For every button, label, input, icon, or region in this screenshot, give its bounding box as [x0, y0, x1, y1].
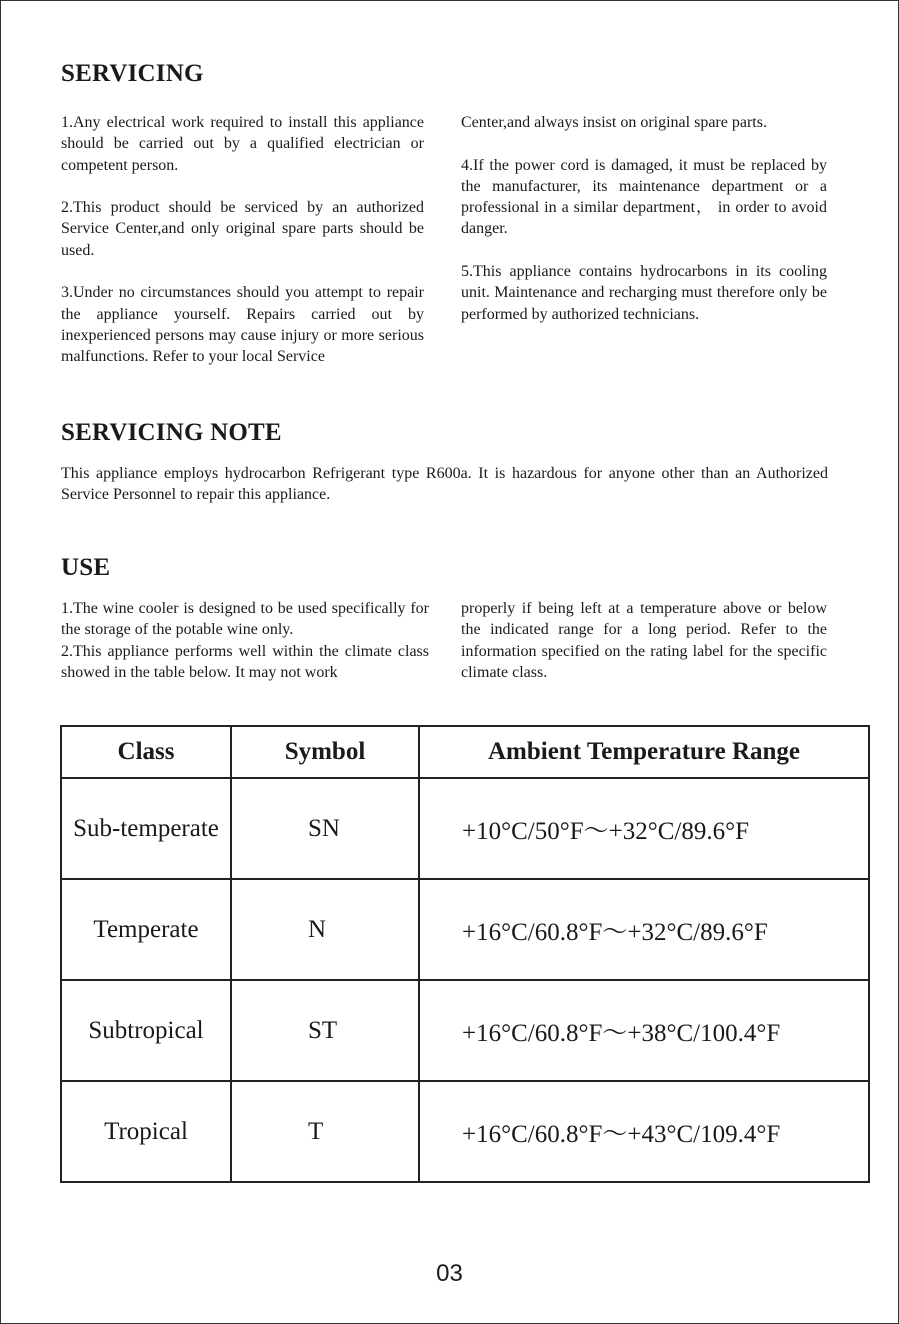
- class-cell: Tropical: [61, 1081, 231, 1182]
- class-cell: Sub-temperate: [61, 778, 231, 879]
- symbol-cell: SN: [231, 778, 419, 879]
- class-cell: Subtropical: [61, 980, 231, 1081]
- servicing-note-heading: SERVICING NOTE: [61, 419, 282, 446]
- servicing-note-text: This appliance employs hydrocarbon Refrigerant type R600a. It is hazardous for anyone other than an Authorized Service Personnel to repair this appliance.: [61, 465, 828, 504]
- symbol-cell: T: [231, 1081, 419, 1182]
- header-ambient-range: Ambient Temperature Range: [419, 726, 869, 778]
- servicing-right-column: [461, 112, 827, 325]
- servicing-item-1: 1.Any electrical work required to install this appliance should be carried out by a qualified electrician or competent person.: [61, 114, 424, 174]
- use-item-2-continued: properly if being left at a temperature above or below the indicated range for a long period. Refer to the information specified on the rating label for the specific climate class.: [461, 600, 827, 681]
- table-header-row: [61, 726, 869, 778]
- symbol-cell: ST: [231, 980, 419, 1081]
- use-left-column: [61, 598, 429, 683]
- use-right-column: [461, 598, 827, 683]
- class-cell: Temperate: [61, 879, 231, 980]
- use-item-1: 1.The wine cooler is designed to be used specifically for the storage of the potable wine only.: [61, 600, 429, 639]
- range-cell: +16°C/60.8°F～+43°C/109.4°F: [419, 1081, 869, 1182]
- range-cell: +16°C/60.8°F～+38°C/100.4°F: [419, 980, 869, 1081]
- table-row: [61, 980, 869, 1081]
- servicing-item-4: 4.If the power cord is damaged, it must be replaced by the manufacturer, its maintenance department or a professional in a similar department， in order to avoid danger.: [461, 156, 827, 238]
- header-class: Class: [61, 726, 231, 778]
- symbol-cell: N: [231, 879, 419, 980]
- table-row: [61, 778, 869, 879]
- range-cell: +10°C/50°F～+32°C/89.6°F: [419, 778, 869, 879]
- servicing-heading: SERVICING: [61, 60, 204, 87]
- table-row: [61, 879, 869, 980]
- page-number: 03: [436, 1260, 463, 1287]
- header-symbol: Symbol: [231, 726, 419, 778]
- servicing-item-2: 2.This product should be serviced by an authorized Service Center,and only original spare parts should be used.: [61, 199, 424, 259]
- use-item-2: 2.This appliance performs well within the climate class showed in the table below. It may not work: [61, 642, 429, 681]
- servicing-item-5: 5.This appliance contains hydrocarbons in its cooling unit. Maintenance and recharging must therefore only be performed by authorized technicians.: [461, 263, 827, 323]
- use-heading: USE: [61, 554, 111, 581]
- servicing-item-3-continued: Center,and always insist on original spare parts.: [461, 114, 767, 131]
- range-cell: +16°C/60.8°F～+32°C/89.6°F: [419, 879, 869, 980]
- climate-class-table: [60, 725, 870, 1183]
- servicing-item-3: 3.Under no circumstances should you attempt to repair the appliance yourself. Repairs carried out by inexperienced persons may cause injury or more serious malfunctions. Refer to your local Service: [61, 284, 424, 366]
- servicing-left-column: [61, 112, 424, 368]
- table-row: [61, 1081, 869, 1182]
